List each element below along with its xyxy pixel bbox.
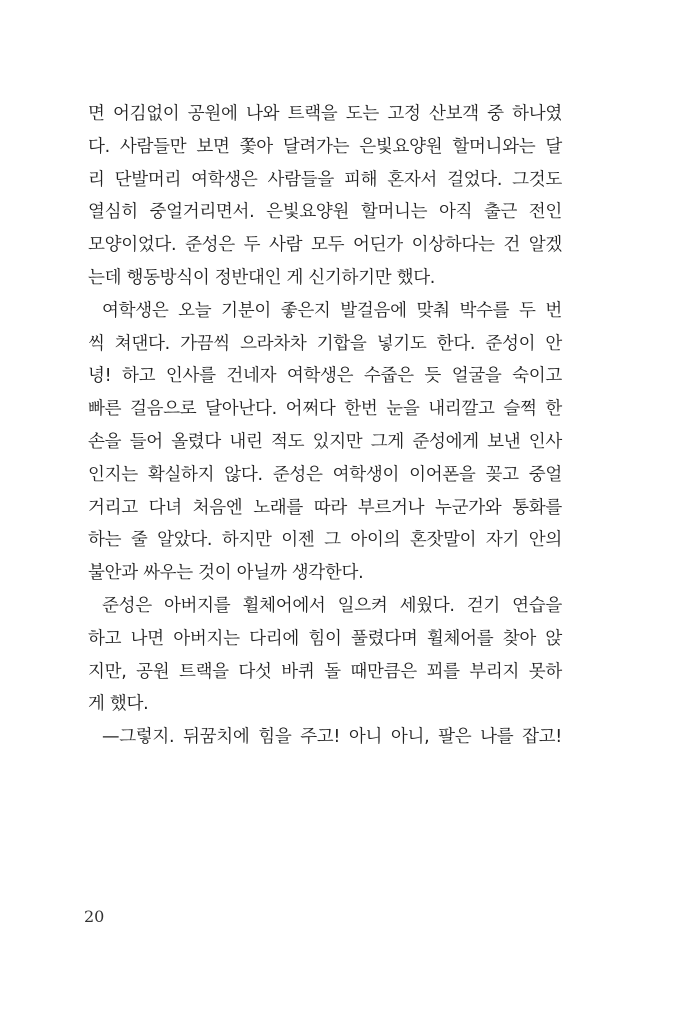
text-line: 거리고 다녀 처음엔 노래를 따라 부르거나 누군가와 통화를 [88,497,562,518]
body-text [88,98,562,754]
text-line: 씩 쳐댄다. 가끔씩 으라차차 기합을 넣기도 한다. 준성이 안 [88,333,562,354]
text-line: 녕! 하고 인사를 건네자 여학생은 수줍은 듯 얼굴을 숙이고 [88,366,562,387]
paragraph-1 [88,98,562,295]
text-line: 하는 줄 알았다. 하지만 이젠 그 아이의 혼잣말이 자기 안의 [88,530,562,551]
text-line: 다. 사람들만 보면 쫓아 달려가는 은빛요양원 할머니와는 달 [88,136,562,157]
text-line: 여학생은 오늘 기분이 좋은지 발걸음에 맞춰 박수를 두 번 [102,300,562,321]
text-line: 인지는 확실하지 않다. 준성은 여학생이 이어폰을 꽂고 중얼 [88,464,562,485]
text-line: 준성은 아버지를 휠체어에서 일으켜 세웠다. 걷기 연습을 [102,595,562,616]
text-line: 게 했다. [88,694,149,715]
paragraph-4-dialogue [88,721,562,754]
text-line: 불안과 싸우는 것이 아닐까 생각한다. [88,563,364,584]
text-line: 모양이었다. 준성은 두 사람 모두 어딘가 이상하다는 건 알겠 [88,235,562,256]
text-line: 빠른 걸음으로 달아난다. 어쩌다 한번 눈을 내리깔고 슬쩍 한 [88,399,562,420]
dialogue-line: —그렇지. 뒤꿈치에 힘을 주고! 아니 아니, 팔은 나를 잡고! [102,727,562,748]
text-line: 지만, 공원 트랙을 다섯 바퀴 돌 때만큼은 꾀를 부리지 못하 [88,661,562,682]
text-line: 손을 들어 올렸다 내린 적도 있지만 그게 준성에게 보낸 인사 [88,431,562,452]
text-line: 면 어김없이 공원에 나와 트랙을 도는 고정 산보객 중 하나였 [88,104,562,124]
text-line: 리 단발머리 여학생은 사람들을 피해 혼자서 걸었다. 그것도 [88,169,562,190]
text-line: 는데 행동방식이 정반대인 게 신기하기만 했다. [88,267,436,288]
text-line: 하고 나면 아버지는 다리에 힘이 풀렸다며 휠체어를 찾아 앉 [88,628,562,649]
paragraph-2 [88,295,562,590]
text-line: 열심히 중얼거리면서. 은빛요양원 할머니는 아직 출근 전인 [88,202,562,223]
paragraph-3 [88,590,562,721]
page-number: 20 [84,907,105,926]
